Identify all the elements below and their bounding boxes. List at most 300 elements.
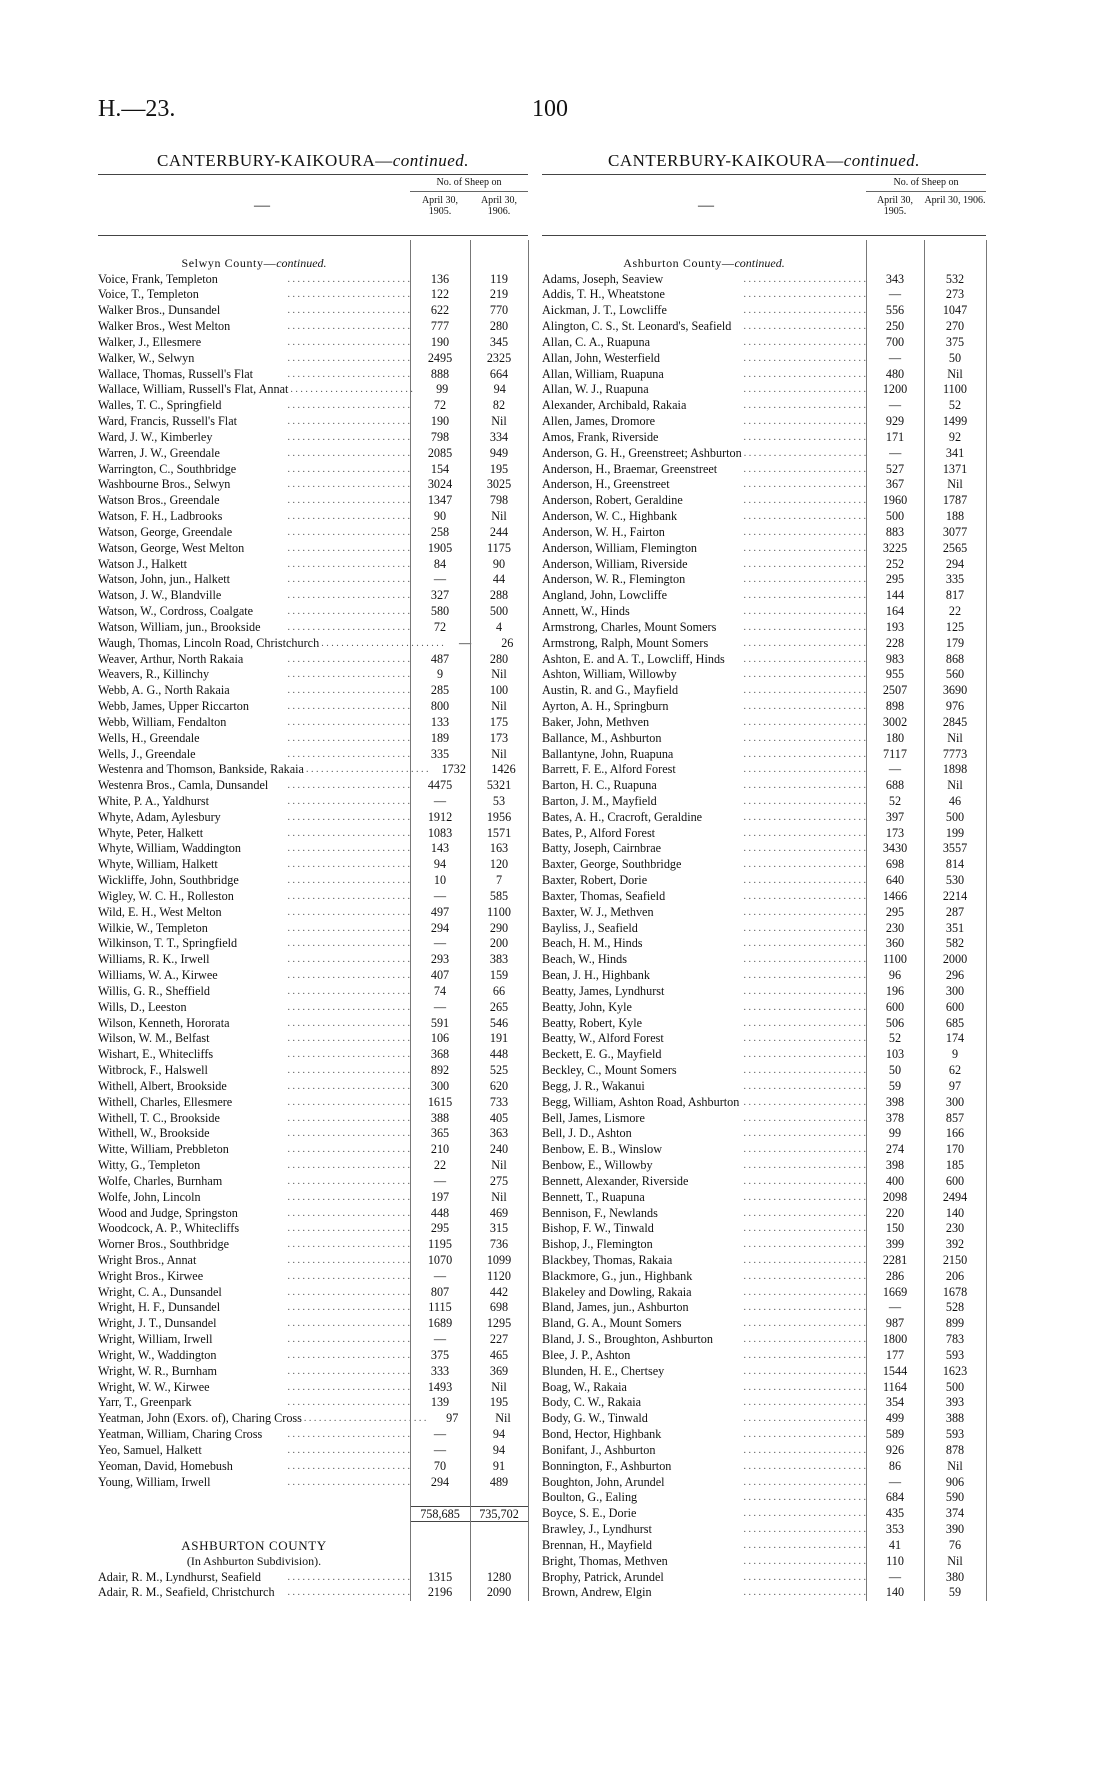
- owner-name: Baxter, W. J., Methven: [542, 904, 654, 919]
- sheep-1905: 1960: [882, 493, 908, 508]
- sheep-1905: 122: [430, 287, 450, 302]
- owner-name: Ashton, William, Willowby: [542, 667, 677, 682]
- leader-dots: . . . . . . . . . . . . . . . . . . . . . . . . .: [287, 1191, 410, 1203]
- owner-name: Addis, T. H., Wheatstone: [542, 287, 665, 302]
- leader-dots: . . . . . . . . . . . . . . . . . . . . . . . . .: [743, 843, 866, 855]
- leader-dots: . . . . . . . . . . . . . . . . . . . . . . . . .: [743, 1444, 866, 1456]
- table-row: [98, 604, 528, 620]
- leader-dots: . . . . . . . . . . . . . . . . . . . . . . . . .: [287, 1429, 410, 1441]
- sheep-1906: 500: [945, 809, 965, 824]
- column-rule: [470, 240, 471, 1601]
- sheep-1906: 191: [489, 1031, 509, 1046]
- owner-name: Allan, John, Westerfield: [542, 350, 660, 365]
- table-row: [542, 287, 986, 303]
- sheep-1906: 600: [945, 999, 965, 1014]
- sheep-1906: 868: [945, 651, 965, 666]
- owner-name: Body, G. W., Tinwald: [542, 1411, 648, 1426]
- table-row: [542, 873, 986, 889]
- sheep-1906: 733: [489, 1094, 509, 1109]
- sheep-1906: Nil: [491, 699, 507, 714]
- table-row: [542, 652, 986, 668]
- owner-name: Bright, Thomas, Methven: [542, 1553, 668, 1568]
- owner-name: Wright, C. A., Dunsandel: [98, 1284, 222, 1299]
- leader-dots: . . . . . . . . . . . . . . . . . . . . . . . . .: [287, 1397, 410, 1409]
- owner-name: Whyte, William, Waddington: [98, 841, 241, 856]
- sheep-1906: 2565: [942, 540, 968, 555]
- sheep-1906: 393: [945, 1395, 965, 1410]
- owner-name: Alexander, Archibald, Rakaia: [542, 398, 687, 413]
- table-row: [542, 1174, 986, 1190]
- table-row: [98, 493, 528, 509]
- sheep-1905: 250: [885, 319, 905, 334]
- leader-dots: . . . . . . . . . . . . . . . . . . . . . . . . .: [743, 970, 866, 982]
- table-row: [98, 588, 528, 604]
- owner-name: Baker, John, Methven: [542, 714, 650, 729]
- owner-name: Anderson, William, Riverside: [542, 556, 688, 571]
- owner-name: Bayliss, J., Seafield: [542, 920, 638, 935]
- sheep-1905: 154: [430, 461, 450, 476]
- sheep-1905: 1100: [883, 952, 907, 967]
- owner-name: Voice, Frank, Templeton: [98, 271, 218, 286]
- sheep-1905: 1083: [427, 825, 453, 840]
- sheep-1905: —: [888, 350, 902, 365]
- sheep-1905: 898: [885, 699, 905, 714]
- owner-name: Whyte, Adam, Aylesbury: [98, 809, 221, 824]
- table-row: [542, 1554, 986, 1570]
- sheep-1905: 41: [888, 1537, 902, 1552]
- sheep-1906: 448: [489, 1047, 509, 1062]
- sheep-1906: 380: [945, 1569, 965, 1584]
- sheep-1905: 189: [430, 730, 450, 745]
- leader-dots: . . . . . . . . . . . . . . . . . . . . . . . . .: [743, 859, 866, 871]
- leader-dots: . . . . . . . . . . . . . . . . . . . . . . . . .: [743, 795, 866, 807]
- owner-name: Woodcock, A. P., Whitecliffs: [98, 1221, 240, 1236]
- sheep-1905: —: [889, 445, 902, 460]
- sheep-1905: 1466: [882, 888, 908, 903]
- sheep-1905: 210: [430, 1142, 450, 1157]
- table-row: [542, 1538, 986, 1554]
- table-row: [542, 715, 986, 731]
- owner-name: Anderson, Robert, Geraldine: [542, 493, 683, 508]
- table-row: [98, 541, 528, 557]
- sheep-1906: 593: [945, 1347, 965, 1362]
- table-row: [98, 810, 528, 826]
- owner-name: Wilson, W. M., Belfast: [98, 1031, 210, 1046]
- sheep-1906: 300: [945, 1094, 965, 1109]
- sheep-1906: Nil: [947, 477, 963, 492]
- leader-dots: . . . . . . . . . . . . . . . . . . . . . . . . .: [287, 606, 410, 618]
- sheep-1906: Nil: [491, 746, 507, 761]
- leader-dots: . . . . . . . . . . . . . . . . . . . . . . . . .: [287, 431, 410, 443]
- sheep-1906: 140: [945, 1205, 965, 1220]
- table-row: [542, 272, 986, 288]
- table-row: [98, 1047, 528, 1063]
- sheep-1905: 1200: [882, 382, 908, 397]
- table-row: [98, 1111, 528, 1127]
- table-row: [542, 1300, 986, 1316]
- owner-name: Wright Bros., Annat: [98, 1253, 197, 1267]
- sheep-1906: Nil: [947, 778, 963, 793]
- leader-dots: . . . . . . . . . . . . . . . . . . . . . . . . .: [743, 1065, 866, 1077]
- owner-name: Wallace, William, Russell's Flat, Annat: [98, 382, 289, 397]
- sheep-1906: 489: [489, 1474, 509, 1489]
- sheep-1906: 46: [948, 793, 962, 808]
- sheep-1905: 388: [430, 1110, 450, 1125]
- leader-dots: . . . . . . . . . . . . . . . . . . . . . . . . .: [743, 384, 866, 396]
- leader-dots: . . . . . . . . . . . . . . . . . . . . . . . . .: [287, 305, 410, 317]
- sheep-1905: 220: [885, 1205, 905, 1220]
- table-row: [98, 430, 528, 446]
- owner-name: Watson, William, jun., Brookside: [98, 619, 261, 634]
- table-row: [542, 1348, 986, 1364]
- header-dash: —: [254, 197, 270, 214]
- sheep-1905: 294: [430, 920, 450, 935]
- owner-name: Bell, James, Lismore: [542, 1110, 645, 1125]
- table-row: [98, 1063, 528, 1079]
- sheep-1905: 177: [885, 1347, 905, 1362]
- sheep-1905: 1689: [427, 1316, 453, 1331]
- owner-name: Ashton, E. and A. T., Lowcliff, Hinds: [542, 651, 725, 666]
- sheep-1906: 341: [945, 445, 965, 460]
- sheep-1905: —: [433, 936, 447, 951]
- sheep-1906: 374: [945, 1506, 965, 1521]
- sheep-1906: 195: [489, 461, 509, 476]
- sheep-1906: 119: [490, 271, 508, 286]
- sheep-1905: 1912: [427, 809, 453, 824]
- leader-dots: . . . . . . . . . . . . . . . . . . . . . . . . .: [743, 1302, 866, 1314]
- table-row: [542, 1253, 986, 1269]
- leader-dots: . . . . . . . . . . . . . . . . . . . . . . . . .: [743, 495, 866, 507]
- sheep-1905: —: [433, 999, 447, 1014]
- leader-dots: . . . . . . . . . . . . . . . . . . . . . . . . .: [287, 621, 410, 633]
- table-row: [98, 1142, 528, 1158]
- leader-dots: . . . . . . . . . . . . . . . . . . . . . . . . .: [287, 368, 410, 380]
- sheep-1905: 335: [430, 746, 450, 761]
- sheep-1906: 50: [948, 350, 962, 365]
- title-main: CANTERBURY-KAIKOURA—: [607, 151, 844, 170]
- sheep-1905: 640: [885, 873, 905, 888]
- owner-name: Watson, J. W., Blandville: [98, 588, 222, 603]
- header-group-label: No. of Sheep on: [866, 175, 986, 192]
- owner-name: Armstrong, Ralph, Mount Somers: [542, 635, 709, 650]
- sheep-1905: 171: [885, 429, 905, 444]
- leader-dots: . . . . . . . . . . . . . . . . . . . . . . . . .: [303, 1413, 427, 1425]
- owner-name: Walker, J., Ellesmere: [98, 334, 202, 349]
- owner-name: Williams, W. A., Kirwee: [98, 968, 218, 983]
- table-row: [98, 699, 528, 715]
- table-row: [542, 430, 986, 446]
- sheep-1905: —: [459, 635, 472, 650]
- sheep-1906: Nil: [491, 1158, 507, 1173]
- sheep-1905: 365: [430, 1126, 450, 1141]
- sheep-1905: 3430: [882, 841, 908, 856]
- leader-dots: . . . . . . . . . . . . . . . . . . . . . . . . .: [287, 495, 410, 507]
- owner-name: Anderson, H., Braemar, Greenstreet: [542, 461, 718, 476]
- table-row: [98, 841, 528, 857]
- sheep-1905: 378: [885, 1110, 905, 1125]
- sheep-1905: 274: [885, 1142, 905, 1157]
- owner-name: Anderson, W. C., Highbank: [542, 509, 678, 524]
- owner-name: Wild, E. H., West Melton: [98, 904, 222, 919]
- table-row: [542, 477, 986, 493]
- owner-name: Young, William, Irwell: [98, 1474, 211, 1489]
- sheep-1905: 295: [885, 572, 905, 587]
- sheep-1905: 407: [430, 968, 450, 983]
- table-row: [542, 1427, 986, 1443]
- table-row: [542, 351, 986, 367]
- sheep-1906: 92: [948, 429, 962, 444]
- sheep-1906: Nil: [947, 1458, 963, 1473]
- leader-dots: . . . . . . . . . . . . . . . . . . . . . . . . .: [743, 431, 866, 443]
- leader-dots: . . . . . . . . . . . . . . . . . . . . . . . . .: [743, 1381, 866, 1393]
- sheep-1906: 206: [945, 1268, 965, 1283]
- sheep-1905: —: [433, 1268, 447, 1283]
- owner-name: White, P. A., Yaldhurst: [98, 793, 210, 808]
- table-row: [98, 446, 528, 462]
- leader-dots: . . . . . . . . . . . . . . . . . . . . . . . . .: [743, 352, 866, 364]
- table-row: [98, 667, 528, 683]
- owner-name: Boughton, John, Arundel: [542, 1474, 665, 1489]
- sheep-1905: 140: [885, 1585, 905, 1600]
- table-row: [542, 525, 986, 541]
- owner-name: Brawley, J., Lyndhurst: [542, 1522, 652, 1537]
- owner-name: Bonifant, J., Ashburton: [542, 1442, 656, 1457]
- owner-name: Ayrton, A. H., Springburn: [542, 699, 669, 714]
- sheep-1905: 684: [885, 1490, 905, 1505]
- table-row: [98, 335, 528, 351]
- sheep-1906: 392: [945, 1237, 965, 1252]
- sheep-1905: 700: [885, 334, 905, 349]
- owner-name: Wolfe, Charles, Burnham: [98, 1173, 223, 1188]
- sheep-1906: 2090: [486, 1585, 512, 1600]
- sheep-1905: 180: [885, 730, 905, 745]
- left-table-header: [98, 174, 528, 236]
- sheep-1906: Nil: [491, 509, 507, 524]
- sheep-1905: 99: [888, 1126, 902, 1141]
- sheep-1906: 878: [945, 1442, 965, 1457]
- leader-dots: . . . . . . . . . . . . . . . . . . . . . . . . .: [743, 606, 866, 618]
- table-row: [542, 667, 986, 683]
- sheep-1905: 987: [885, 1316, 905, 1331]
- header-col-1906: April 30, 1906.: [924, 195, 986, 206]
- sheep-1906: 173: [489, 730, 509, 745]
- owner-name: Webb, A. G., North Rakaia: [98, 683, 230, 698]
- leader-dots: . . . . . . . . . . . . . . . . . . . . . . . . .: [743, 273, 866, 285]
- sheep-1906: 2000: [942, 952, 968, 967]
- sheep-1906: 179: [945, 635, 965, 650]
- leader-dots: . . . . . . . . . . . . . . . . . . . . . . . . .: [287, 875, 410, 887]
- leader-dots: . . . . . . . . . . . . . . . . . . . . . . . . .: [287, 954, 410, 966]
- owner-name: Voice, T., Templeton: [98, 287, 199, 302]
- title-continued: continued.: [843, 151, 921, 170]
- leader-dots: . . . . . . . . . . . . . . . . . . . . . . . . .: [743, 1508, 866, 1520]
- sheep-1906: 2325: [486, 350, 512, 365]
- table-row: [98, 351, 528, 367]
- sheep-1906: 166: [945, 1126, 965, 1141]
- sheep-1905: —: [433, 572, 447, 587]
- sheep-1906: 469: [489, 1205, 509, 1220]
- leader-dots: . . . . . . . . . . . . . . . . . . . . . . . . .: [287, 1571, 410, 1583]
- sheep-1906: 200: [489, 936, 509, 951]
- sheep-1906: 91: [492, 1458, 506, 1473]
- owner-name: Baxter, Robert, Dorie: [542, 873, 648, 888]
- table-row: [98, 1237, 528, 1253]
- table-row: [542, 984, 986, 1000]
- sheep-1905: 99: [436, 382, 449, 397]
- owner-name: Blackbey, Thomas, Rakaia: [542, 1253, 673, 1267]
- owner-name: Blunden, H. E., Chertsey: [542, 1363, 665, 1378]
- owner-name: Wilkie, W., Templeton: [98, 920, 208, 935]
- table-row: [98, 652, 528, 668]
- owner-name: Yeatman, John (Exors. of), Charing Cross: [98, 1411, 302, 1426]
- owner-name: Armstrong, Charles, Mount Somers: [542, 619, 717, 634]
- owner-name: Witte, William, Prebbleton: [98, 1142, 229, 1157]
- leader-dots: . . . . . . . . . . . . . . . . . . . . . . . . .: [743, 938, 866, 950]
- sheep-1906: Nil: [947, 1553, 963, 1568]
- leader-dots: . . . . . . . . . . . . . . . . . . . . . . . . .: [743, 542, 866, 554]
- owner-name: Wigley, W. C. H., Rolleston: [98, 888, 234, 903]
- leader-dots: . . . . . . . . . . . . . . . . . . . . . . . . .: [287, 970, 410, 982]
- sheep-1906: 287: [945, 904, 965, 919]
- owner-name: Adair, R. M., Seafield, Christchurch: [98, 1585, 275, 1600]
- leader-dots: . . . . . . . . . . . . . . . . . . . . . . . . .: [287, 542, 410, 554]
- table-row: [98, 731, 528, 747]
- total-spacer: [98, 1506, 410, 1522]
- sheep-1906: Nil: [491, 1379, 507, 1394]
- sheep-1906: 375: [945, 334, 965, 349]
- sheep-1905: 398: [885, 1158, 905, 1173]
- sheep-1906: 5321: [486, 778, 512, 793]
- leader-dots: . . . . . . . . . . . . . . . . . . . . . . . . .: [743, 906, 866, 918]
- owner-name: Anderson, William, Flemington: [542, 540, 698, 555]
- sheep-1905: 110: [886, 1553, 904, 1568]
- table-row: [542, 1570, 986, 1586]
- sheep-1906: Nil: [495, 1411, 511, 1426]
- leader-dots: . . . . . . . . . . . . . . . . . . . . . . . . .: [287, 1270, 410, 1282]
- table-row: [98, 1158, 528, 1174]
- leader-dots: . . . . . . . . . . . . . . . . . . . . . . . . .: [743, 890, 866, 902]
- leader-dots: . . . . . . . . . . . . . . . . . . . . . . . . .: [743, 1175, 866, 1187]
- owner-name: Wright Bros., Kirwee: [98, 1268, 204, 1283]
- leader-dots: . . . . . . . . . . . . . . . . . . . . . . . . .: [743, 1476, 866, 1488]
- table-row: [542, 1190, 986, 1206]
- sheep-1905: 497: [430, 904, 450, 919]
- sheep-1905: 1347: [427, 493, 453, 508]
- column-rule: [866, 240, 867, 1601]
- sheep-1905: 1195: [428, 1237, 452, 1252]
- table-row: [98, 1126, 528, 1142]
- sheep-1905: 375: [430, 1347, 450, 1362]
- leader-dots: . . . . . . . . . . . . . . . . . . . . . . . . .: [287, 669, 410, 681]
- owner-name: Austin, R. and G., Mayfield: [542, 683, 679, 698]
- leader-dots: . . . . . . . . . . . . . . . . . . . . . . . . .: [287, 922, 410, 934]
- leader-dots: . . . . . . . . . . . . . . . . . . . . . . . . .: [743, 1539, 866, 1551]
- header-dash: —: [698, 197, 714, 214]
- leader-dots: . . . . . . . . . . . . . . . . . . . . . . . . .: [743, 621, 866, 633]
- sheep-1906: 528: [945, 1300, 965, 1315]
- table-row: [98, 921, 528, 937]
- owner-name: Anderson, H., Greenstreet: [542, 477, 670, 492]
- leader-dots: . . . . . . . . . . . . . . . . . . . . . . . . .: [743, 1112, 866, 1124]
- leader-dots: . . . . . . . . . . . . . . . . . . . . . . . . .: [743, 1492, 866, 1504]
- table-row: [98, 303, 528, 319]
- sheep-1905: 74: [433, 983, 447, 998]
- table-row: [542, 1158, 986, 1174]
- owner-name: Begg, J. R., Wakanui: [542, 1078, 645, 1093]
- leader-dots: . . . . . . . . . . . . . . . . . . . . . . . . .: [287, 985, 410, 997]
- sheep-1906: 783: [945, 1332, 965, 1347]
- owner-name: Allan, William, Ruapuna: [542, 366, 664, 381]
- column-rule: [410, 240, 411, 1601]
- leader-dots: . . . . . . . . . . . . . . . . . . . . . . . . .: [287, 558, 410, 570]
- sheep-1906: 1956: [486, 809, 512, 824]
- sheep-1905: 955: [885, 667, 905, 682]
- table-row: [98, 936, 528, 952]
- table-row: [542, 1095, 986, 1111]
- table-row: [98, 889, 528, 905]
- table-row: [98, 1000, 528, 1016]
- sheep-1906: 296: [945, 968, 965, 983]
- table-row: [542, 541, 986, 557]
- owner-name: Barton, J. M., Mayfield: [542, 793, 657, 808]
- owner-name: Blakeley and Dowling, Rakaia: [542, 1284, 692, 1299]
- table-row: [98, 1427, 528, 1443]
- leader-dots: . . . . . . . . . . . . . . . . . . . . . . . . .: [743, 1397, 866, 1409]
- sheep-1906: 227: [489, 1332, 509, 1347]
- leader-dots: . . . . . . . . . . . . . . . . . . . . . . . . .: [287, 463, 410, 475]
- leader-dots: . . . . . . . . . . . . . . . . . . . . . . . . .: [287, 1128, 410, 1140]
- sheep-1905: 1732: [441, 762, 466, 777]
- owner-name: Watson, George, West Melton: [98, 540, 245, 555]
- sheep-1905: 294: [430, 1474, 450, 1489]
- leader-dots: . . . . . . . . . . . . . . . . . . . . . . . . .: [743, 732, 866, 744]
- sheep-1906: 817: [945, 588, 965, 603]
- sheep-1906: Nil: [947, 730, 963, 745]
- table-row: [542, 319, 986, 335]
- sheep-1905: 2098: [882, 1189, 908, 1204]
- section-heading-text: [98, 256, 410, 272]
- leader-dots: . . . . . . . . . . . . . . . . . . . . . . . . .: [287, 1381, 410, 1393]
- leader-dots: . . . . . . . . . . . . . . . . . . . . . . . . .: [287, 352, 410, 364]
- owner-name: Willis, G. R., Sheffield: [98, 983, 211, 998]
- leader-dots: . . . . . . . . . . . . . . . . . . . . . . . . .: [287, 1302, 410, 1314]
- table-row: [98, 1585, 528, 1601]
- sheep-1905: 368: [430, 1047, 450, 1062]
- owner-name: Warren, J. W., Greendale: [98, 445, 220, 460]
- header-col-1905: April 30, 1905.: [421, 195, 459, 217]
- table-row: [542, 778, 986, 794]
- leader-dots: . . . . . . . . . . . . . . . . . . . . . . . . .: [743, 400, 866, 412]
- leader-dots: . . . . . . . . . . . . . . . . . . . . . . . . .: [287, 1286, 410, 1298]
- owner-name: Weaver, Arthur, North Rakaia: [98, 651, 244, 666]
- table-row: [542, 1411, 986, 1427]
- sheep-1905: 144: [885, 588, 905, 603]
- owner-name: Bennett, T., Ruapuna: [542, 1189, 645, 1204]
- owner-name: Adams, Joseph, Seaview: [542, 271, 664, 286]
- sheep-1905: 600: [885, 999, 905, 1014]
- section-heading-text: [542, 256, 866, 272]
- sheep-1905: 300: [430, 1078, 450, 1093]
- sheep-1906: 530: [945, 873, 965, 888]
- owner-name: Wood and Judge, Springston: [98, 1205, 238, 1220]
- table-row: [542, 1047, 986, 1063]
- leader-dots: . . . . . . . . . . . . . . . . . . . . . . . . .: [743, 1524, 866, 1536]
- owner-name: Allen, James, Dromore: [542, 414, 656, 429]
- sheep-1906: 351: [945, 920, 965, 935]
- leader-dots: . . . . . . . . . . . . . . . . . . . . . . . . .: [287, 1239, 410, 1251]
- sheep-1905: 435: [885, 1506, 905, 1521]
- owner-name: Worner Bros., Southbridge: [98, 1237, 230, 1252]
